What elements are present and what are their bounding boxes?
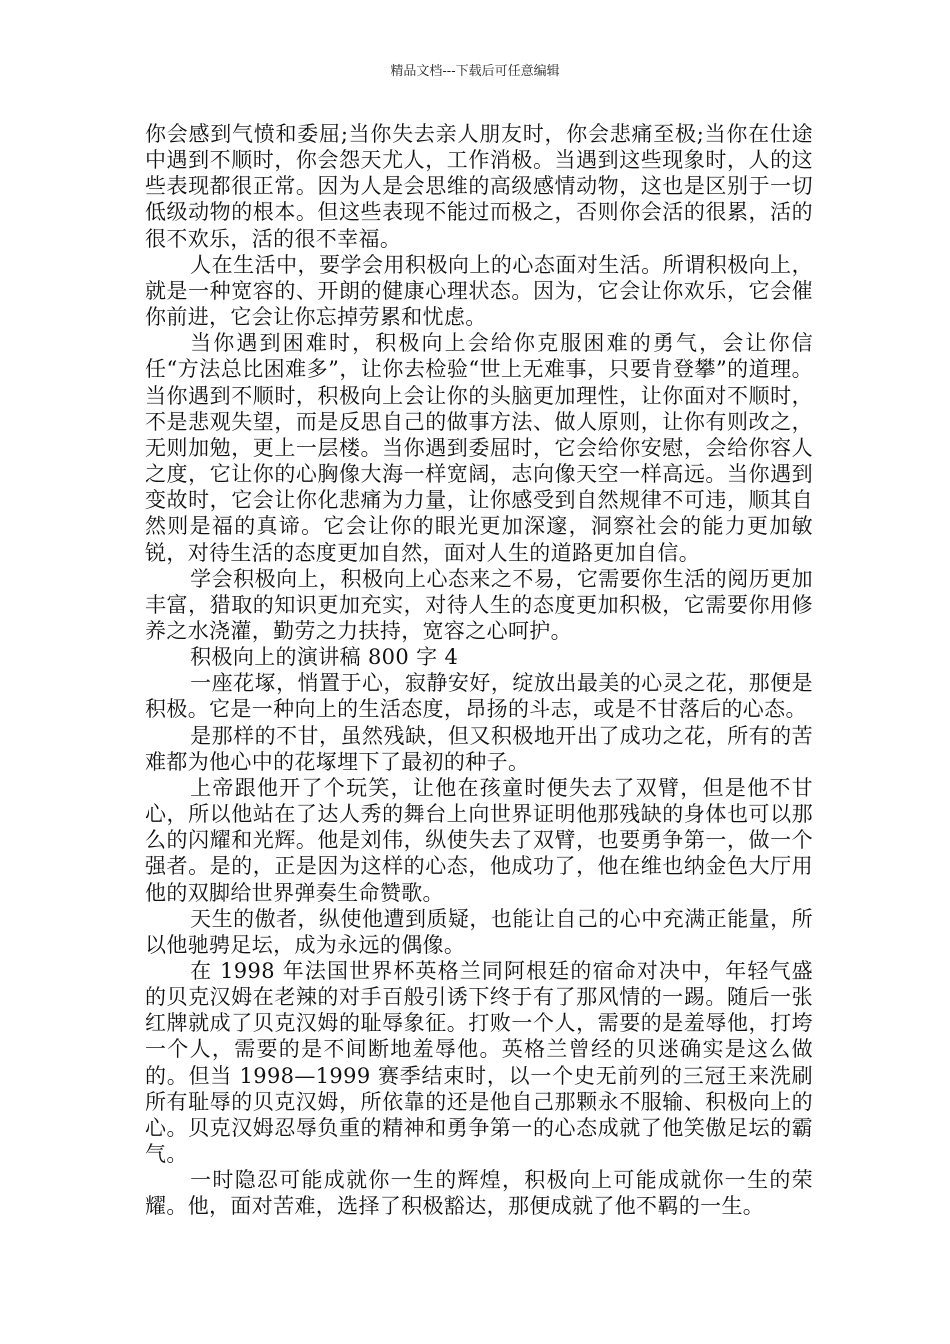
- paragraph-1: 你会感到气愤和委屈;当你失去亲人朋友时，你会悲痛至极;当你在仕途中遇到不顺时，你会怨天尤人，工作消极。当遇到这些现象时，人的这些表现都很正常。因为人是会思维的高级感情动物，这也是区别于一切低级动物的根本。但这些表现不能过而极之，否则你会活的很累，活的很不欢乐，活的很不幸福。: [145, 122, 813, 251]
- paragraph-7: 上帝跟他开了个玩笑，让他在孩童时便失去了双臂，但是他不甘心，所以他站在了达人秀的舞台上向世界证明他那残缺的身体也可以那么的闪耀和光辉。他是刘伟，纵使失去了双臂，也要勇争第一，做一个强者。是的，正是因为这样的心态，他成功了，他在维也纳金色大厅用他的双脚给世界弹奏生命赞歌。: [145, 775, 813, 905]
- paragraph-5: 一座花塚，悄置于心，寂静安好，绽放出最美的心灵之花，那便是积极。它是一种向上的生活态度，昂扬的斗志，或是不甘落后的心态。: [145, 671, 813, 722]
- paragraph-9: 在 1998 年法国世界杯英格兰同阿根廷的宿命对决中，年轻气盛的贝克汉姆在老辣的对手百般引诱下终于有了那风情的一踢。随后一张红牌就成了贝克汉姆的耻辱象征。打败一个人，需要的是羞辱他，打垮一个人，需要的是不间断地羞辱他。英格兰曾经的贝迷确实是这么做的。但当 1998—1999 赛季结束时，以一个史无前列的三冠王来洗刷所有耻辱的贝克汉姆，所依靠的还是他自己那颗永不服输、积极向上的心。贝克汉姆忍辱负重的精神和勇争第一的心态成就了他笑傲足坛的霸气。: [145, 959, 813, 1167]
- paragraph-6: 是那样的不甘，虽然残缺，但又积极地开出了成功之花，所有的苦难都为他心中的花塚埋下了最初的种子。: [145, 723, 813, 774]
- paragraph-3: 当你遇到困难时，积极向上会给你克服困难的勇气，会让你信任“方法总比困难多”，让你去检验“世上无难事，只要肯登攀”的道理。当你遇到不顺时，积极向上会让你的头脑更加理性，让你面对不顺时，不是悲观失望，而是反思自己的做事方法、做人原则，让你有则改之，无则加勉，更上一层楼。当你遇到委屈时，它会给你安慰，会给你容人之度，它让你的心胸像大海一样宽阔，志向像天空一样高远。当你遇到变故时，它会让你化悲痛为力量，让你感受到自然规律不可违，顺其自然则是福的真谛。它会让你的眼光更加深邃，洞察社会的能力更加敏锐，对待生活的态度更加自然，面对人生的道路更加自信。: [145, 331, 813, 565]
- paragraph-10: 一时隐忍可能成就你一生的辉煌，积极向上可能成就你一生的荣耀。他，面对苦难，选择了积极豁达，那便成就了他不羁的一生。: [145, 1168, 813, 1219]
- page-header: 精品文档---下载后可任意编辑: [390, 64, 560, 79]
- paragraph-4: 学会积极向上，积极向上心态来之不易，它需要你生活的阅历更加丰富，猎取的知识更加充实，对待人生的态度更加积极，它需要你用修养之水浇灌，勤劳之力扶持，宽容之心呵护。: [145, 566, 813, 643]
- section-title: 积极向上的演讲稿 800 字 4: [190, 645, 459, 670]
- paragraph-2: 人在生活中，要学会用积极向上的心态面对生活。所谓积极向上，就是一种宽容的、开朗的健康心理状态。因为，它会让你欢乐，它会催你前进，它会让你忘掉劳累和忧虑。: [145, 252, 813, 330]
- paragraph-8: 天生的傲者，纵使他遭到质疑，也能让自己的心中充满正能量，所以他驰骋足坛，成为永远的偶像。: [145, 906, 813, 957]
- article-body: [145, 121, 813, 1220]
